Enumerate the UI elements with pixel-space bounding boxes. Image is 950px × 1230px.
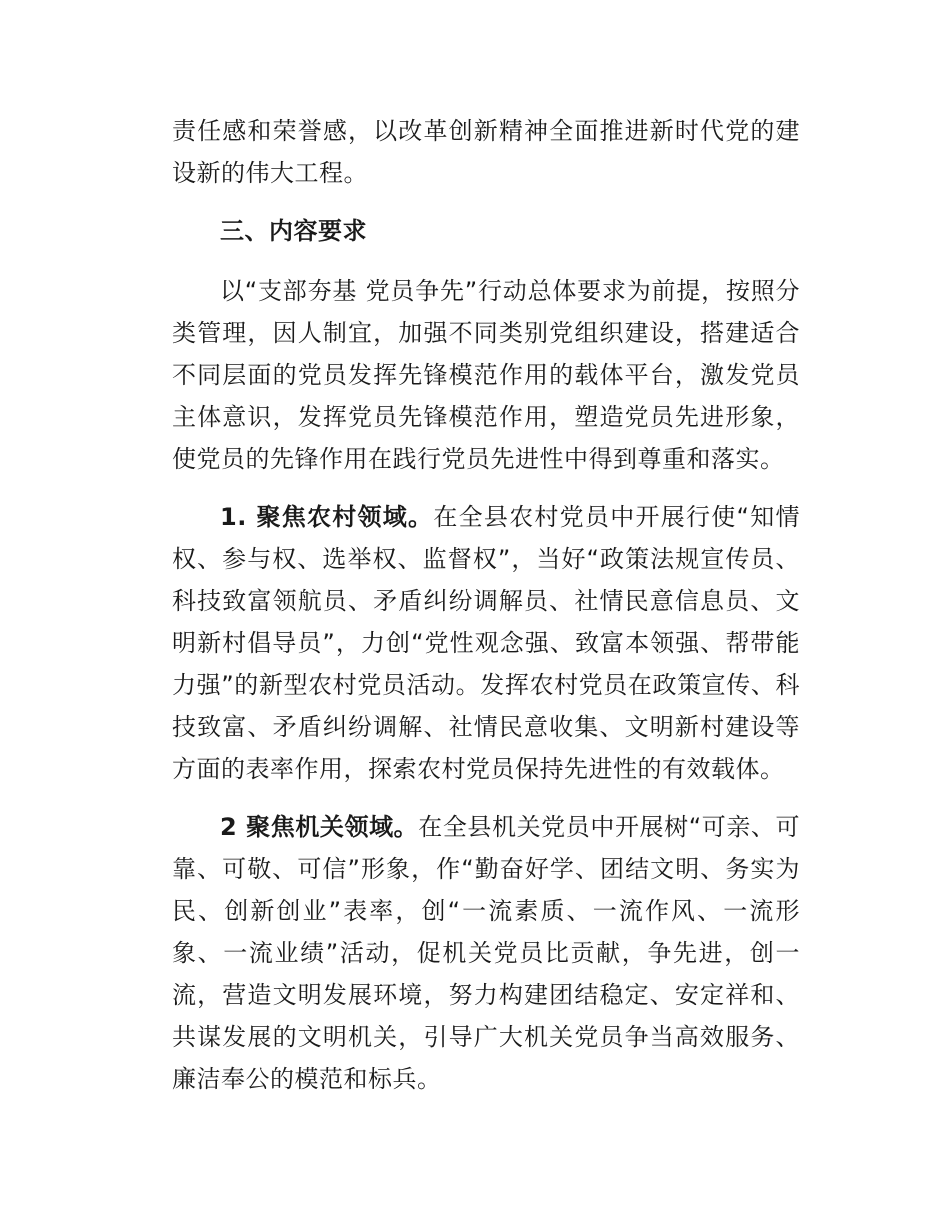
section-heading: 三、内容要求 [220, 217, 367, 245]
item1-body: 在全县农村党员中开展行使“知情权、参与权、选举权、监督权”，当好“政策法规宣传员、科技致富领航员、矛盾纠纷调解员、社情民意信息员、文明新村倡导员”，力创“党性观念强、致富本领强、帮带能力强”的新型农村党员活动。发挥农村党员在政策宣传、科技致富、矛盾纠纷调解、社情民意收集、文明新村建设等方面的表率作用，探索农村党员保持先进性的有效载体。 [172, 503, 801, 783]
item2-paragraph [172, 806, 800, 1100]
item1-paragraph [172, 496, 800, 790]
item1-lead: 1. 聚焦农村领域。 [220, 503, 434, 531]
intro-continuation-paragraph: 责任感和荣誉感，以改革创新精神全面推进新时代党的建设新的伟大工程。 [172, 117, 800, 187]
document-body [172, 110, 800, 1100]
item2-lead: 2 聚焦机关领域。 [220, 813, 419, 841]
content-intro-paragraph: 以“支部夯基 党员争先”行动总体要求为前提，按照分类管理，因人制宜，加强不同类别党组织建设，搭建适合不同层面的党员发挥先锋模范作用的载体平台，激发党员主体意识，发挥党员先锋模范作用，塑造党员先进形象，使党员的先锋作用在践行党员先进性中得到尊重和落实。 [172, 277, 800, 473]
item2-body: 在全县机关党员中开展树“可亲、可靠、可敬、可信”形象，作“勤奋好学、团结文明、务实为民、创新创业”表率，创“一流素质、一流作风、一流形象、一流业绩”活动，促机关党员比贡献，争先进，创一流，营造文明发展环境，努力构建团结稳定、安定祥和、共谋发展的文明机关，引导广大机关党员争当高效服务、廉洁奉公的模范和标兵。 [172, 813, 800, 1093]
